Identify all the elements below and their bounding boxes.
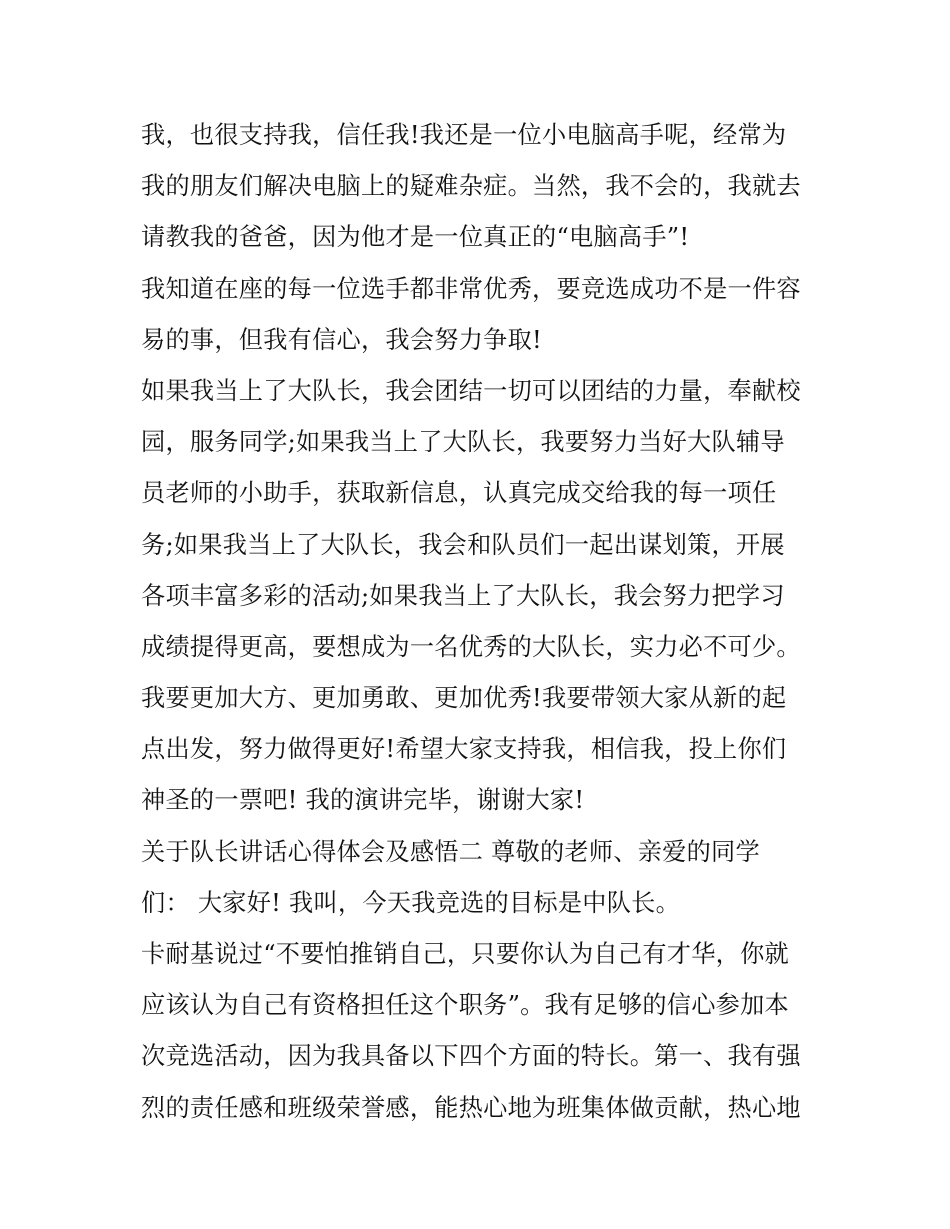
text-line: 易的事，但我有信心，我会努力争取! (141, 325, 542, 354)
text-line: 请教我的爸爸，因为他才是一位真正的“电脑高手”! (141, 223, 690, 252)
text-line: 烈的责任感和班级荣誉感，能热心地为班集体做贡献，热心地 (141, 1093, 801, 1122)
text-line: 我要更加大方、更加勇敢、更加优秀!我要带领大家从新的起 (141, 684, 787, 713)
text-line: 我，也很支持我，信任我!我还是一位小电脑高手呢，经常为 (141, 121, 787, 149)
text-line: 神圣的一票吧! 我的演讲完毕，谢谢大家! (141, 786, 585, 815)
text-line: 员老师的小助手，获取新信息，认真完成交给我的每一项任 (141, 479, 777, 508)
text-line: 应该认为自己有资格担任这个职务”。我有足够的信心参加本 (141, 991, 789, 1020)
text-line: 卡耐基说过“不要怕推销自己，只要你认为自己有才华，你就 (141, 940, 789, 968)
text-line: 我知道在座的每一位选手都非常优秀，要竞选成功不是一件容 (141, 274, 801, 303)
text-line: 我的朋友们解决电脑上的疑难杂症。当然，我不会的，我就去 (141, 172, 801, 201)
text-line: 关于队长讲话心得体会及感悟二 尊敬的老师、亲爱的同学 (141, 837, 760, 866)
text-line: 们： 大家好! 我叫，今天我竞选的目标是中队长。 (141, 888, 681, 917)
text-line: 如果我当上了大队长，我会团结一切可以团结的力量，奉献校 (141, 376, 801, 405)
text-line: 成绩提得更高，要想成为一名优秀的大队长，实力必不可少。 (141, 632, 801, 661)
text-line: 园，服务同学;如果我当上了大队长，我要努力当好大队辅导 (141, 428, 785, 457)
text-line: 务;如果我当上了大队长，我会和队员们一起出谋划策，开展 (141, 530, 785, 559)
text-line: 次竞选活动，因为我具备以下四个方面的特长。第一、我有强 (141, 1042, 801, 1071)
body-text (141, 110, 816, 1134)
text-line: 点出发，努力做得更好!希望大家支持我，相信我，投上你们 (141, 735, 787, 764)
text-line: 各项丰富多彩的活动;如果我当上了大队长，我会努力把学习 (141, 581, 785, 610)
